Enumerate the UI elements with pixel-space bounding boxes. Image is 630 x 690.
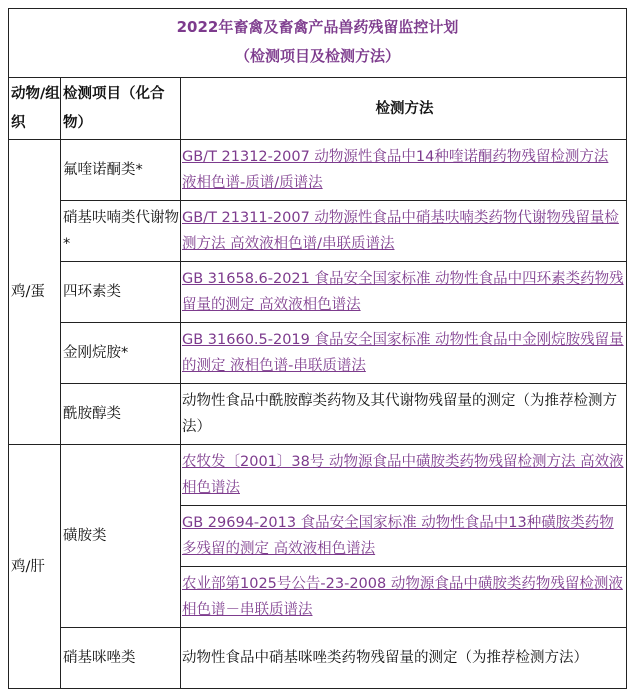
item-cell: 四环素类 <box>61 262 181 323</box>
header-item: 检测项目（化合物） <box>61 78 181 140</box>
method-text: 动物性食品中硝基咪唑类药物残留量的测定（为推荐检测方法） <box>182 650 588 666</box>
header-method: 检测方法 <box>181 78 627 140</box>
header-animal-tissue: 动物/组织 <box>9 78 61 140</box>
method-link[interactable]: GB 31658.6-2021 食品安全国家标准 动物性食品中四环素类药物残留量的测定 高效液相色谱法 <box>182 271 624 313</box>
item-cell: 硝基咪唑类 <box>61 628 181 689</box>
method-cell <box>181 384 627 445</box>
method-cell <box>181 201 627 262</box>
item-cell: 磺胺类 <box>61 445 181 628</box>
method-cell <box>181 262 627 323</box>
animal-cell: 鸡/蛋 <box>9 140 61 445</box>
item-cell: 硝基呋喃类代谢物* <box>61 201 181 262</box>
method-cell <box>181 506 627 567</box>
animal-cell: 鸡/肝 <box>9 445 61 689</box>
header-row <box>9 78 627 140</box>
document <box>8 8 626 689</box>
method-cell <box>181 567 627 628</box>
title-row <box>9 9 627 78</box>
title-line-2: （检测项目及检测方法） <box>234 47 400 65</box>
method-link[interactable]: GB/T 21311-2007 动物源性食品中硝基呋喃类药物代谢物残留量检测方法 高效液相色谱/串联质谱法 <box>182 210 619 252</box>
method-cell <box>181 445 627 506</box>
item-cell: 酰胺醇类 <box>61 384 181 445</box>
method-link[interactable]: 农业部第1025号公告-23-2008 动物源食品中磺胺类药物残留检测液相色谱－串联质谱法 <box>182 576 623 618</box>
monitoring-plan-table <box>8 8 627 689</box>
item-cell: 氟喹诺酮类* <box>61 140 181 201</box>
table-row <box>9 323 627 384</box>
item-cell: 金刚烷胺* <box>61 323 181 384</box>
method-link[interactable]: GB 29694-2013 食品安全国家标准 动物性食品中13种磺胺类药物多残留的测定 高效液相色谱法 <box>182 515 614 557</box>
method-cell <box>181 323 627 384</box>
method-link[interactable]: GB/T 21312-2007 动物源性食品中14种喹诺酮药物残留检测方法 液相色谱-质谱/质谱法 <box>182 149 609 191</box>
method-text: 动物性食品中酰胺醇类药物及其代谢物残留量的测定（为推荐检测方法） <box>182 393 617 435</box>
title-line-1: 2022年畜禽及畜禽产品兽药残留监控计划 <box>176 18 459 36</box>
table-row <box>9 140 627 201</box>
method-link[interactable]: GB 31660.5-2019 食品安全国家标准 动物性食品中金刚烷胺残留量的测定 液相色谱-串联质谱法 <box>182 332 624 374</box>
table-row <box>9 201 627 262</box>
method-link[interactable]: 农牧发〔2001〕38号 动物源食品中磺胺类药物残留检测方法 高效液相色谱法 <box>182 454 624 496</box>
table-title <box>9 9 627 78</box>
table-row <box>9 445 627 506</box>
method-cell <box>181 628 627 689</box>
table-row <box>9 384 627 445</box>
table-row <box>9 628 627 689</box>
table-row <box>9 262 627 323</box>
method-cell <box>181 140 627 201</box>
